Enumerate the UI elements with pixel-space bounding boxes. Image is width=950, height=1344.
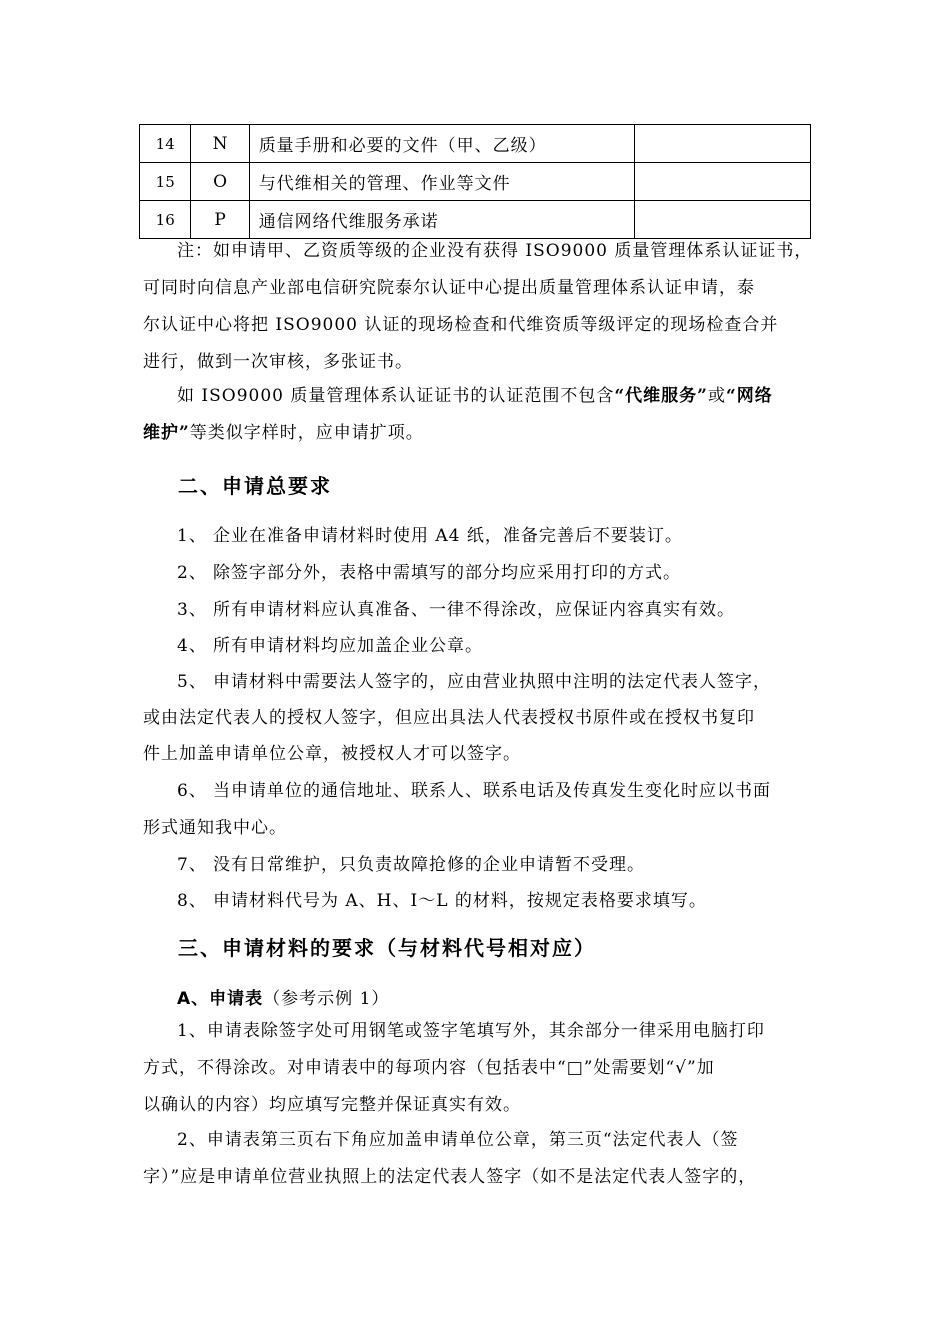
requirement-item	[177, 850, 811, 875]
paragraph-line: 2、申请表第三页右下角应加盖申请单位公章，第三页“法定代表人（签	[177, 1130, 739, 1150]
material-code-cell: O	[191, 163, 249, 201]
note-line: 可同时向信息产业部电信研究院泰尔认证中心提出质量管理体系认证申请，泰	[143, 278, 755, 298]
requirement-item	[177, 595, 811, 620]
note-line: 进行，做到一次审核，多张证书。	[143, 352, 413, 372]
item-number: 5、	[177, 672, 207, 692]
material-name-cell: 与代维相关的管理、作业等文件	[249, 163, 634, 201]
paragraph-line: 方式，不得涂改。对申请表中的每项内容（包括表中“□”处需要划“√”加	[143, 1058, 715, 1078]
item-number: 1、	[177, 526, 207, 546]
note-paragraph	[143, 233, 811, 381]
item-text: 当申请单位的通信地址、联系人、联系电话及传真发生变化时应以书面	[213, 781, 771, 801]
section-2-heading: 二、申请总要求	[178, 474, 332, 498]
scope-keyword-maintenance-service: “代维服务”	[614, 386, 708, 406]
sub-heading-reference: （参考示例 1）	[263, 989, 390, 1009]
table-row	[140, 125, 811, 163]
scope-text: 如 ISO9000 质量管理体系认证证书的认证范围不包含	[177, 386, 615, 406]
materials-table	[139, 124, 811, 239]
item-text: 申请材料中需要法人签字的，应由营业执照中注明的法定代表人签字，	[213, 672, 771, 692]
item-text: 没有日常维护，只负责故障抢修的企业申请暂不受理。	[213, 855, 645, 875]
item-number: 3、	[177, 600, 207, 620]
item-number: 8、	[177, 891, 207, 911]
scope-keyword-maintenance: 维护”	[143, 423, 190, 443]
section-3-heading: 三、申请材料的要求（与材料代号相对应）	[178, 936, 596, 960]
material-name-cell: 通信网络代维服务承诺	[249, 201, 634, 239]
materials-table-body	[140, 125, 811, 239]
requirement-item	[177, 521, 811, 546]
item-number: 7、	[177, 855, 207, 875]
requirement-item	[177, 631, 811, 656]
paragraph-line: 字）”应是申请单位营业执照上的法定代表人签字（如不是法定代表人签字的，	[143, 1167, 757, 1187]
paragraph-line: 1、申请表除签字处可用钢笔或签字笔填写外，其余部分一律采用电脑打印	[177, 1021, 765, 1041]
material-code-cell: P	[191, 201, 249, 239]
scope-keyword-network: “网络	[725, 386, 773, 406]
remark-cell	[635, 125, 811, 163]
item-continuation: 形式通知我中心。	[143, 818, 287, 838]
scope-text: 等类似字样时，应申请扩项。	[189, 423, 424, 443]
material-code-cell: N	[191, 125, 249, 163]
requirement-item	[177, 558, 811, 583]
requirement-item	[177, 776, 811, 801]
sub-heading-title: A、申请表	[177, 989, 264, 1009]
scope-note-paragraph	[143, 378, 811, 452]
item-number: 2、	[177, 563, 207, 583]
paragraph-line: 以确认的内容）均应填写完整并保证真实有效。	[143, 1095, 521, 1115]
requirement-item	[177, 667, 811, 692]
item-number: 4、	[177, 636, 207, 656]
item-text: 企业在准备申请材料时使用 A4 纸，准备完善后不要装订。	[213, 526, 683, 546]
remark-cell	[635, 163, 811, 201]
scope-note-line	[143, 415, 811, 452]
scope-note-line	[143, 378, 811, 415]
item-number: 6、	[177, 781, 207, 801]
row-number-cell: 15	[140, 163, 191, 201]
sub-heading-application-form	[177, 984, 389, 1009]
item-text: 除签字部分外，表格中需填写的部分均应采用打印的方式。	[213, 563, 681, 583]
item-text: 所有申请材料应认真准备、一律不得涂改，应保证内容真实有效。	[213, 600, 735, 620]
item-text: 申请材料代号为 A、H、I～L 的材料，按规定表格要求填写。	[213, 891, 707, 911]
note-line: 注：如申请甲、乙资质等级的企业没有获得 ISO9000 质量管理体系认证证书，	[177, 241, 813, 261]
item-continuation: 件上加盖申请单位公章，被授权人才可以签字。	[143, 744, 521, 764]
scope-text: 或	[707, 386, 726, 406]
material-name-cell: 质量手册和必要的文件（甲、乙级）	[249, 125, 634, 163]
note-line: 尔认证中心将把 ISO9000 认证的现场检查和代维资质等级评定的现场检查合并	[143, 315, 779, 335]
application-form-paragraph-1	[143, 1013, 811, 1124]
requirement-item	[177, 886, 811, 911]
application-form-paragraph-2	[143, 1122, 811, 1196]
item-text: 所有申请材料均应加盖企业公章。	[213, 636, 483, 656]
row-number-cell: 14	[140, 125, 191, 163]
row-number-cell: 16	[140, 201, 191, 239]
item-continuation: 或由法定代表人的授权人签字，但应出具法人代表授权书原件或在授权书复印	[143, 708, 755, 728]
table-row	[140, 163, 811, 201]
